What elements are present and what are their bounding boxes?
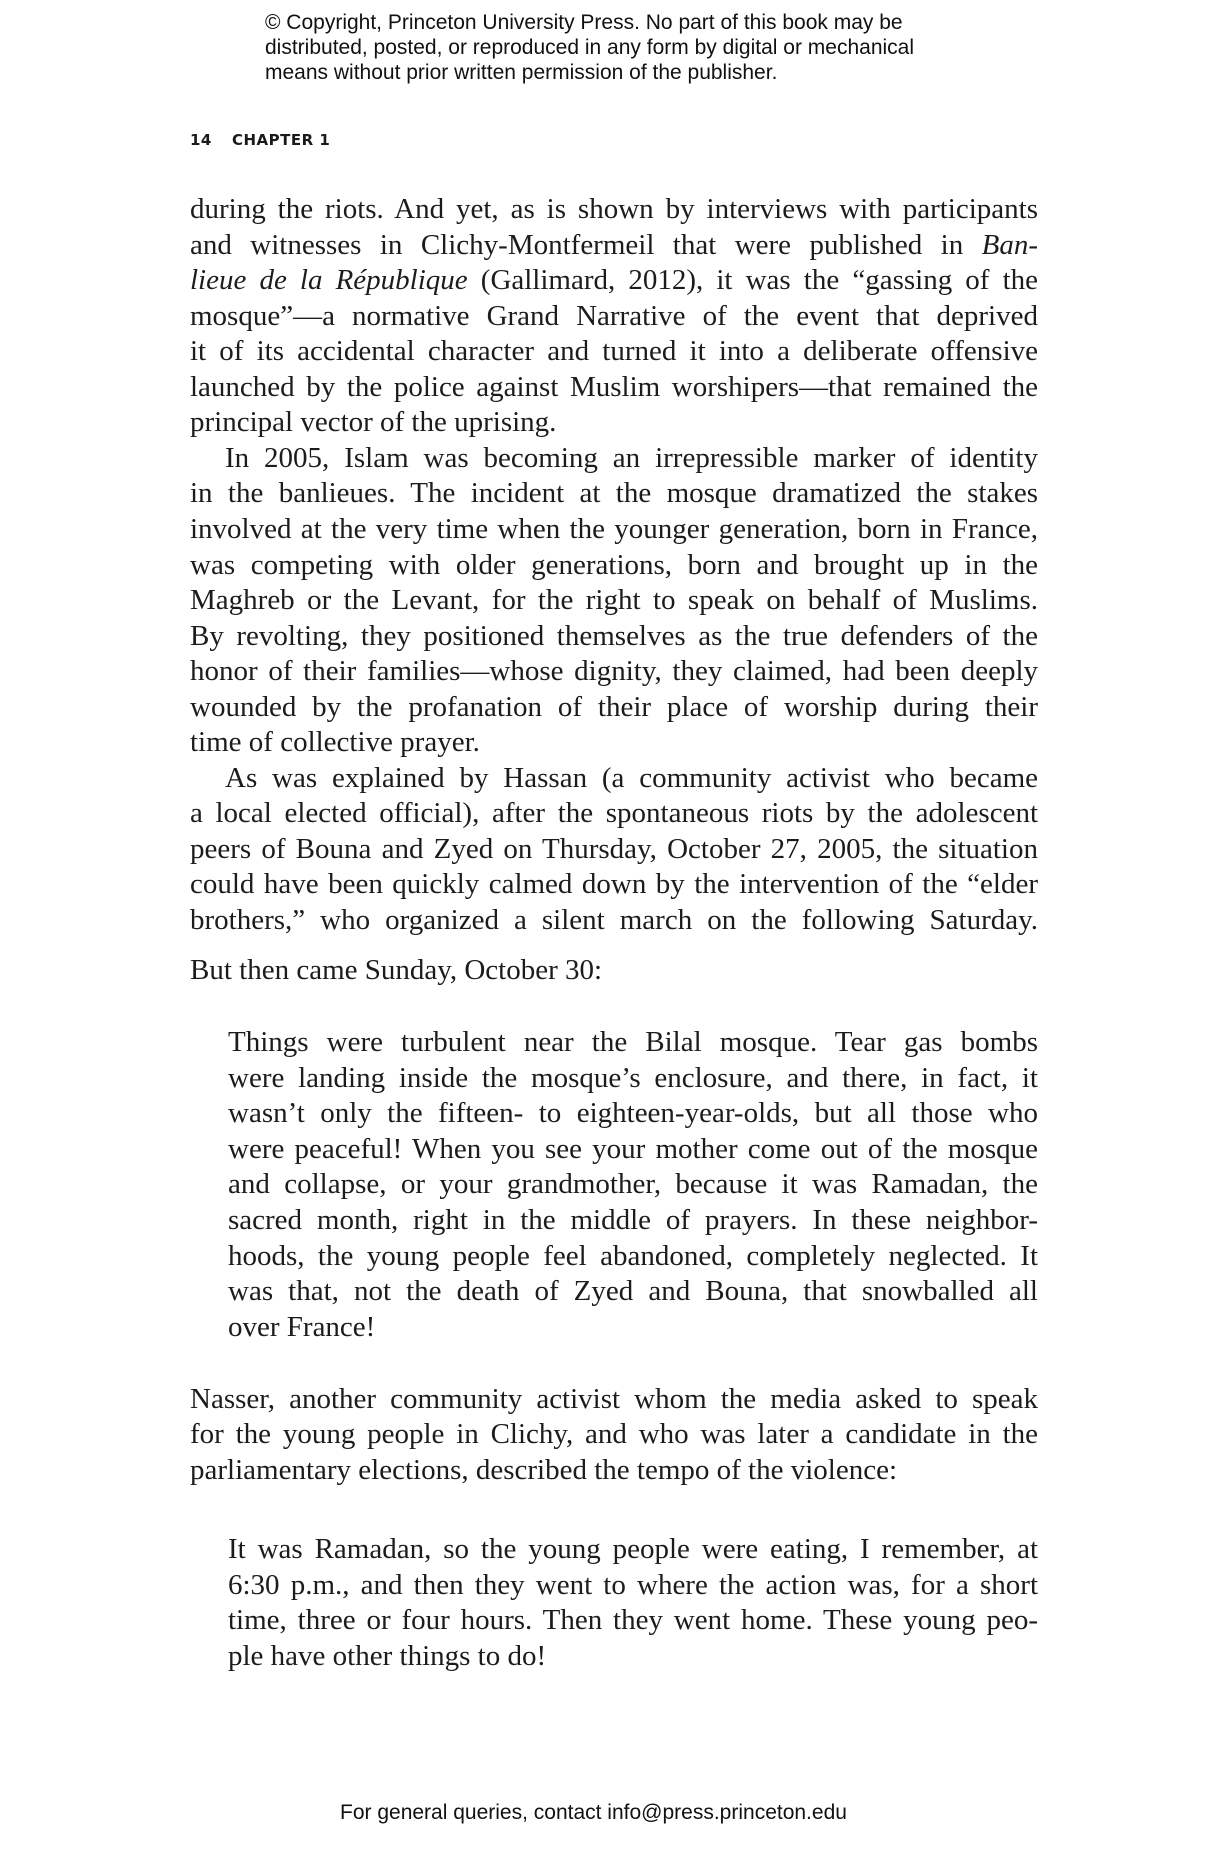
text-line: could have been quickly calmed down by the intervention of the “elder — [190, 868, 1038, 900]
text-line — [190, 262, 1038, 298]
blockquote-line: was that, not the death of Zyed and Bouna, that snowballed all — [228, 1275, 1038, 1307]
blockquote-line: It was Ramadan, so the young people were eating, I remember, at — [228, 1533, 1038, 1565]
text-line: was competing with older generations, born and brought up in the — [190, 549, 1038, 581]
text-line: wounded by the profanation of their place of worship during their — [190, 691, 1038, 723]
text-line: it of its accidental character and turned it into a deliberate offensive — [190, 335, 1038, 367]
text-line — [190, 227, 1038, 263]
chapter-title: CHAPTER 1 — [232, 131, 331, 149]
blockquote-line: sacred month, right in the middle of prayers. In these neighbor- — [228, 1204, 1038, 1236]
copyright-notice — [265, 10, 1005, 85]
blockquote-line: were peaceful! When you see your mother come out of the mosque — [228, 1133, 1038, 1165]
text-line: honor of their families—whose dignity, they claimed, had been deeply — [190, 655, 1038, 687]
text-line: involved at the very time when the younger generation, born in France, — [190, 513, 1038, 545]
blockquote-line: and collapse, or your grandmother, because it was Ramadan, the — [228, 1168, 1038, 1200]
copyright-line: distributed, posted, or reproduced in any form by digital or mechanical — [265, 36, 915, 59]
text-line: Nasser, another community activist whom the media asked to speak — [190, 1383, 1038, 1415]
blockquote-line: time, three or four hours. Then they went home. These young peo- — [228, 1604, 1038, 1636]
text-line: By revolting, they positioned themselves as the true defenders of the — [190, 620, 1038, 652]
text-line: during the riots. And yet, as is shown by interviews with participants — [190, 193, 1038, 225]
blockquote-line: ple have other things to do! — [228, 1640, 547, 1672]
text-line: a local elected official), after the spontaneous riots by the adolescent — [190, 797, 1038, 829]
blockquote-line: hoods, the young people feel abandoned, completely neglected. It — [228, 1240, 1038, 1272]
book-title-italic: Ban- — [981, 229, 1038, 261]
blockquote-line: 6:30 p.m., and then they went to where the action was, for a short — [228, 1569, 1038, 1601]
book-title-italic: lieue de la République — [190, 264, 468, 296]
blockquote-line: wasn’t only the fifteen- to eighteen-year-olds, but all those who — [228, 1097, 1038, 1129]
text-fragment: (Gallimard, 2012), it was the “gassing of the — [480, 264, 1038, 296]
text-line: But then came Sunday, October 30: — [190, 954, 603, 986]
text-line: As was explained by Hassan (a community activist who became — [225, 762, 1038, 794]
text-line: time of collective prayer. — [190, 726, 480, 758]
text-line: for the young people in Clichy, and who was later a candidate in the — [190, 1418, 1038, 1450]
text-line: mosque”—a normative Grand Narrative of the event that deprived — [190, 300, 1038, 332]
text-line: in the banlieues. The incident at the mosque dramatized the stakes — [190, 477, 1038, 509]
blockquote-line: over France! — [228, 1311, 376, 1343]
text-line: launched by the police against Muslim worshipers—that remained the — [190, 371, 1038, 403]
copyright-line: means without prior written permission of the publisher. — [265, 61, 778, 84]
page-number: 14 — [190, 131, 212, 149]
blockquote-line: were landing inside the mosque’s enclosure, and there, in fact, it — [228, 1062, 1038, 1094]
text-line: principal vector of the uprising. — [190, 406, 557, 438]
text-line: peers of Bouna and Zyed on Thursday, October 27, 2005, the situation — [190, 833, 1038, 865]
text-line: In 2005, Islam was becoming an irrepressible marker of identity — [225, 442, 1038, 474]
text-line: parliamentary elections, described the tempo of the violence: — [190, 1454, 898, 1486]
blockquote-line: Things were turbulent near the Bilal mosque. Tear gas bombs — [228, 1026, 1038, 1058]
text-line: Maghreb or the Levant, for the right to speak on behalf of Muslims. — [190, 584, 1038, 616]
text-fragment: and witnesses in Clichy-Montfermeil that were published in — [190, 229, 982, 261]
footer-contact: For general queries, contact info@press.princeton.edu — [340, 1801, 847, 1824]
running-head — [190, 131, 330, 149]
copyright-line: © Copyright, Princeton University Press. No part of this book may be — [265, 11, 903, 34]
text-line: brothers,” who organized a silent march on the following Saturday. — [190, 904, 1038, 936]
